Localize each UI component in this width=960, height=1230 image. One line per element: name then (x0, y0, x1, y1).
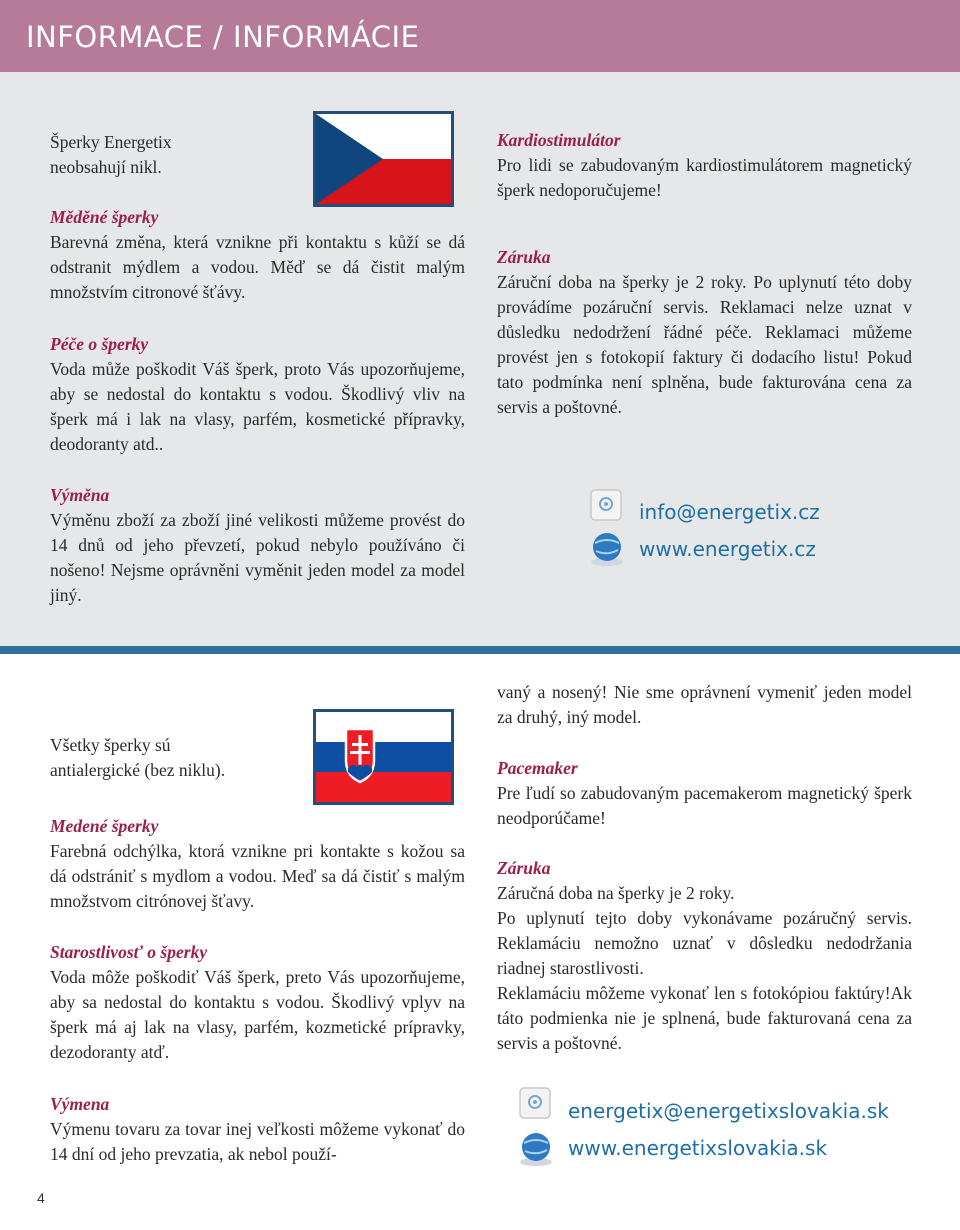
cz-exchange-text: Výměnu zboží za zboží jiné velikosti můžeme provést do 14 dnů od jeho převzetí, pokud nebylo používáno či nošeno! Nejsme oprávněni vyměnit jeden model za model jiný. (50, 510, 465, 605)
cz-pacemaker-text: Pro lidi se zabudovaným kardiostimulátorem magnetický šperk nedoporučujeme! (497, 155, 912, 200)
slovak-flag (313, 709, 454, 805)
sk-warranty-line-1: Záručná doba na šperky je 2 roky. (497, 883, 735, 903)
cz-intro-line-2: neobsahují nikl. (50, 157, 162, 177)
email-icon (586, 487, 628, 530)
sk-exchange-text: Výmenu tovaru za tovar inej veľkosti môžeme vykonať do 14 dní od jeho prevzatia, ak nebol použí- (50, 1119, 465, 1164)
section-divider (0, 646, 960, 654)
globe-icon (515, 1128, 557, 1173)
sk-warranty-line-2: Po uplynutí tejto doby vykonávame pozáručný servis. Reklamáciu nemožno uznať v dôsledku nedodržania riadnej starostlivosti. (497, 908, 912, 978)
sk-pacemaker-title: Pacemaker (497, 758, 578, 778)
cz-warranty-block (497, 245, 912, 420)
cz-copper-title: Měděné šperky (50, 207, 159, 227)
sk-copper-text: Farebná odchýlka, ktorá vznikne pri kontakte s kožou sa dá odstrániť s mydlom a vodou. Meď sa dá čistiť s malým množstvom citrónovej šťavy. (50, 841, 465, 911)
cz-web-link[interactable]: www.energetix.cz (639, 537, 816, 561)
sk-warranty-line-3: Reklamáciu môžeme vykonať len s fotokópiou faktúry!Ak táto podmienka nie je splnená, bude fakturovaná cena za servis a poštovné. (497, 983, 912, 1053)
sk-care-text: Voda môže poškodiť Váš šperk, preto Vás upozorňujeme, aby sa nedostal do kontaktu s vodou. Škodlivý vplyv na šperk má aj lak na vlasy, parfém, kozmetické prípravky, dezodoranty atď. (50, 967, 465, 1062)
sk-exchange-continued-text: vaný a nosený! Nie sme oprávnení vymeniť jeden model za druhý, iný model. (497, 682, 912, 727)
page-title: INFORMACE / INFORMÁCIE (26, 20, 420, 54)
page-number: 4 (37, 1190, 45, 1206)
sk-pacemaker-block (497, 756, 912, 831)
cz-warranty-title: Záruka (497, 247, 551, 267)
sk-warranty-title: Záruka (497, 858, 551, 878)
cz-exchange-title: Výměna (50, 485, 110, 505)
cz-copper-block (50, 205, 465, 305)
cz-pacemaker-block (497, 128, 912, 203)
sk-exchange-title: Výmena (50, 1094, 110, 1114)
sk-intro-line-1: Všetky šperky sú (50, 735, 171, 755)
header-bar (0, 0, 960, 72)
sk-email-link[interactable]: energetix@energetixslovakia.sk (568, 1099, 889, 1123)
sk-intro (50, 733, 300, 783)
cz-pacemaker-title: Kardiostimulátor (497, 130, 621, 150)
sk-exchange-block (50, 1092, 465, 1167)
cz-copper-text: Barevná změna, která vznikne při kontaktu s kůží se dá odstranit mýdlem a vodou. Měď se dá čistit malým množstvím citronové šťávy. (50, 232, 465, 302)
cz-care-block (50, 332, 465, 457)
czech-flag (313, 111, 454, 207)
cz-email-link[interactable]: info@energetix.cz (639, 500, 820, 524)
cz-exchange-block (50, 483, 465, 608)
sk-pacemaker-text: Pre ľudí so zabudovaným pacemakerom magnetický šperk neodporúčame! (497, 783, 912, 828)
sk-copper-block (50, 814, 465, 914)
sk-exchange-continued (497, 680, 912, 730)
sk-care-title: Starostlivosť o šperky (50, 942, 208, 962)
sk-copper-title: Medené šperky (50, 816, 159, 836)
sk-care-block (50, 940, 465, 1065)
sk-warranty-block (497, 856, 912, 1056)
sk-intro-line-2: antialergické (bez niklu). (50, 760, 226, 780)
email-icon (515, 1085, 557, 1128)
globe-icon (586, 528, 628, 573)
cz-intro (50, 130, 300, 180)
cz-care-text: Voda může poškodit Váš šperk, proto Vás upozorňujeme, aby se nedostal do kontaktu s vodou. Škodlivý vliv na šperk má i lak na vlasy, parfém, kosmetické přípravky, deodoranty atd.. (50, 359, 465, 454)
cz-intro-line-1: Šperky Energetix (50, 132, 172, 152)
cz-warranty-text: Záruční doba na šperky je 2 roky. Po uplynutí této doby provádíme pozáruční servis. Reklamaci nelze uznat v důsledku nedodržení řádné péče. Reklamaci můžeme provést jen s fotokopií faktury či dodacího listu! Pokud tato podmínka není splněna, bude fakturována cena za servis a poštovné. (497, 272, 912, 417)
cz-care-title: Péče o šperky (50, 334, 149, 354)
sk-web-link[interactable]: www.energetixslovakia.sk (568, 1136, 828, 1160)
